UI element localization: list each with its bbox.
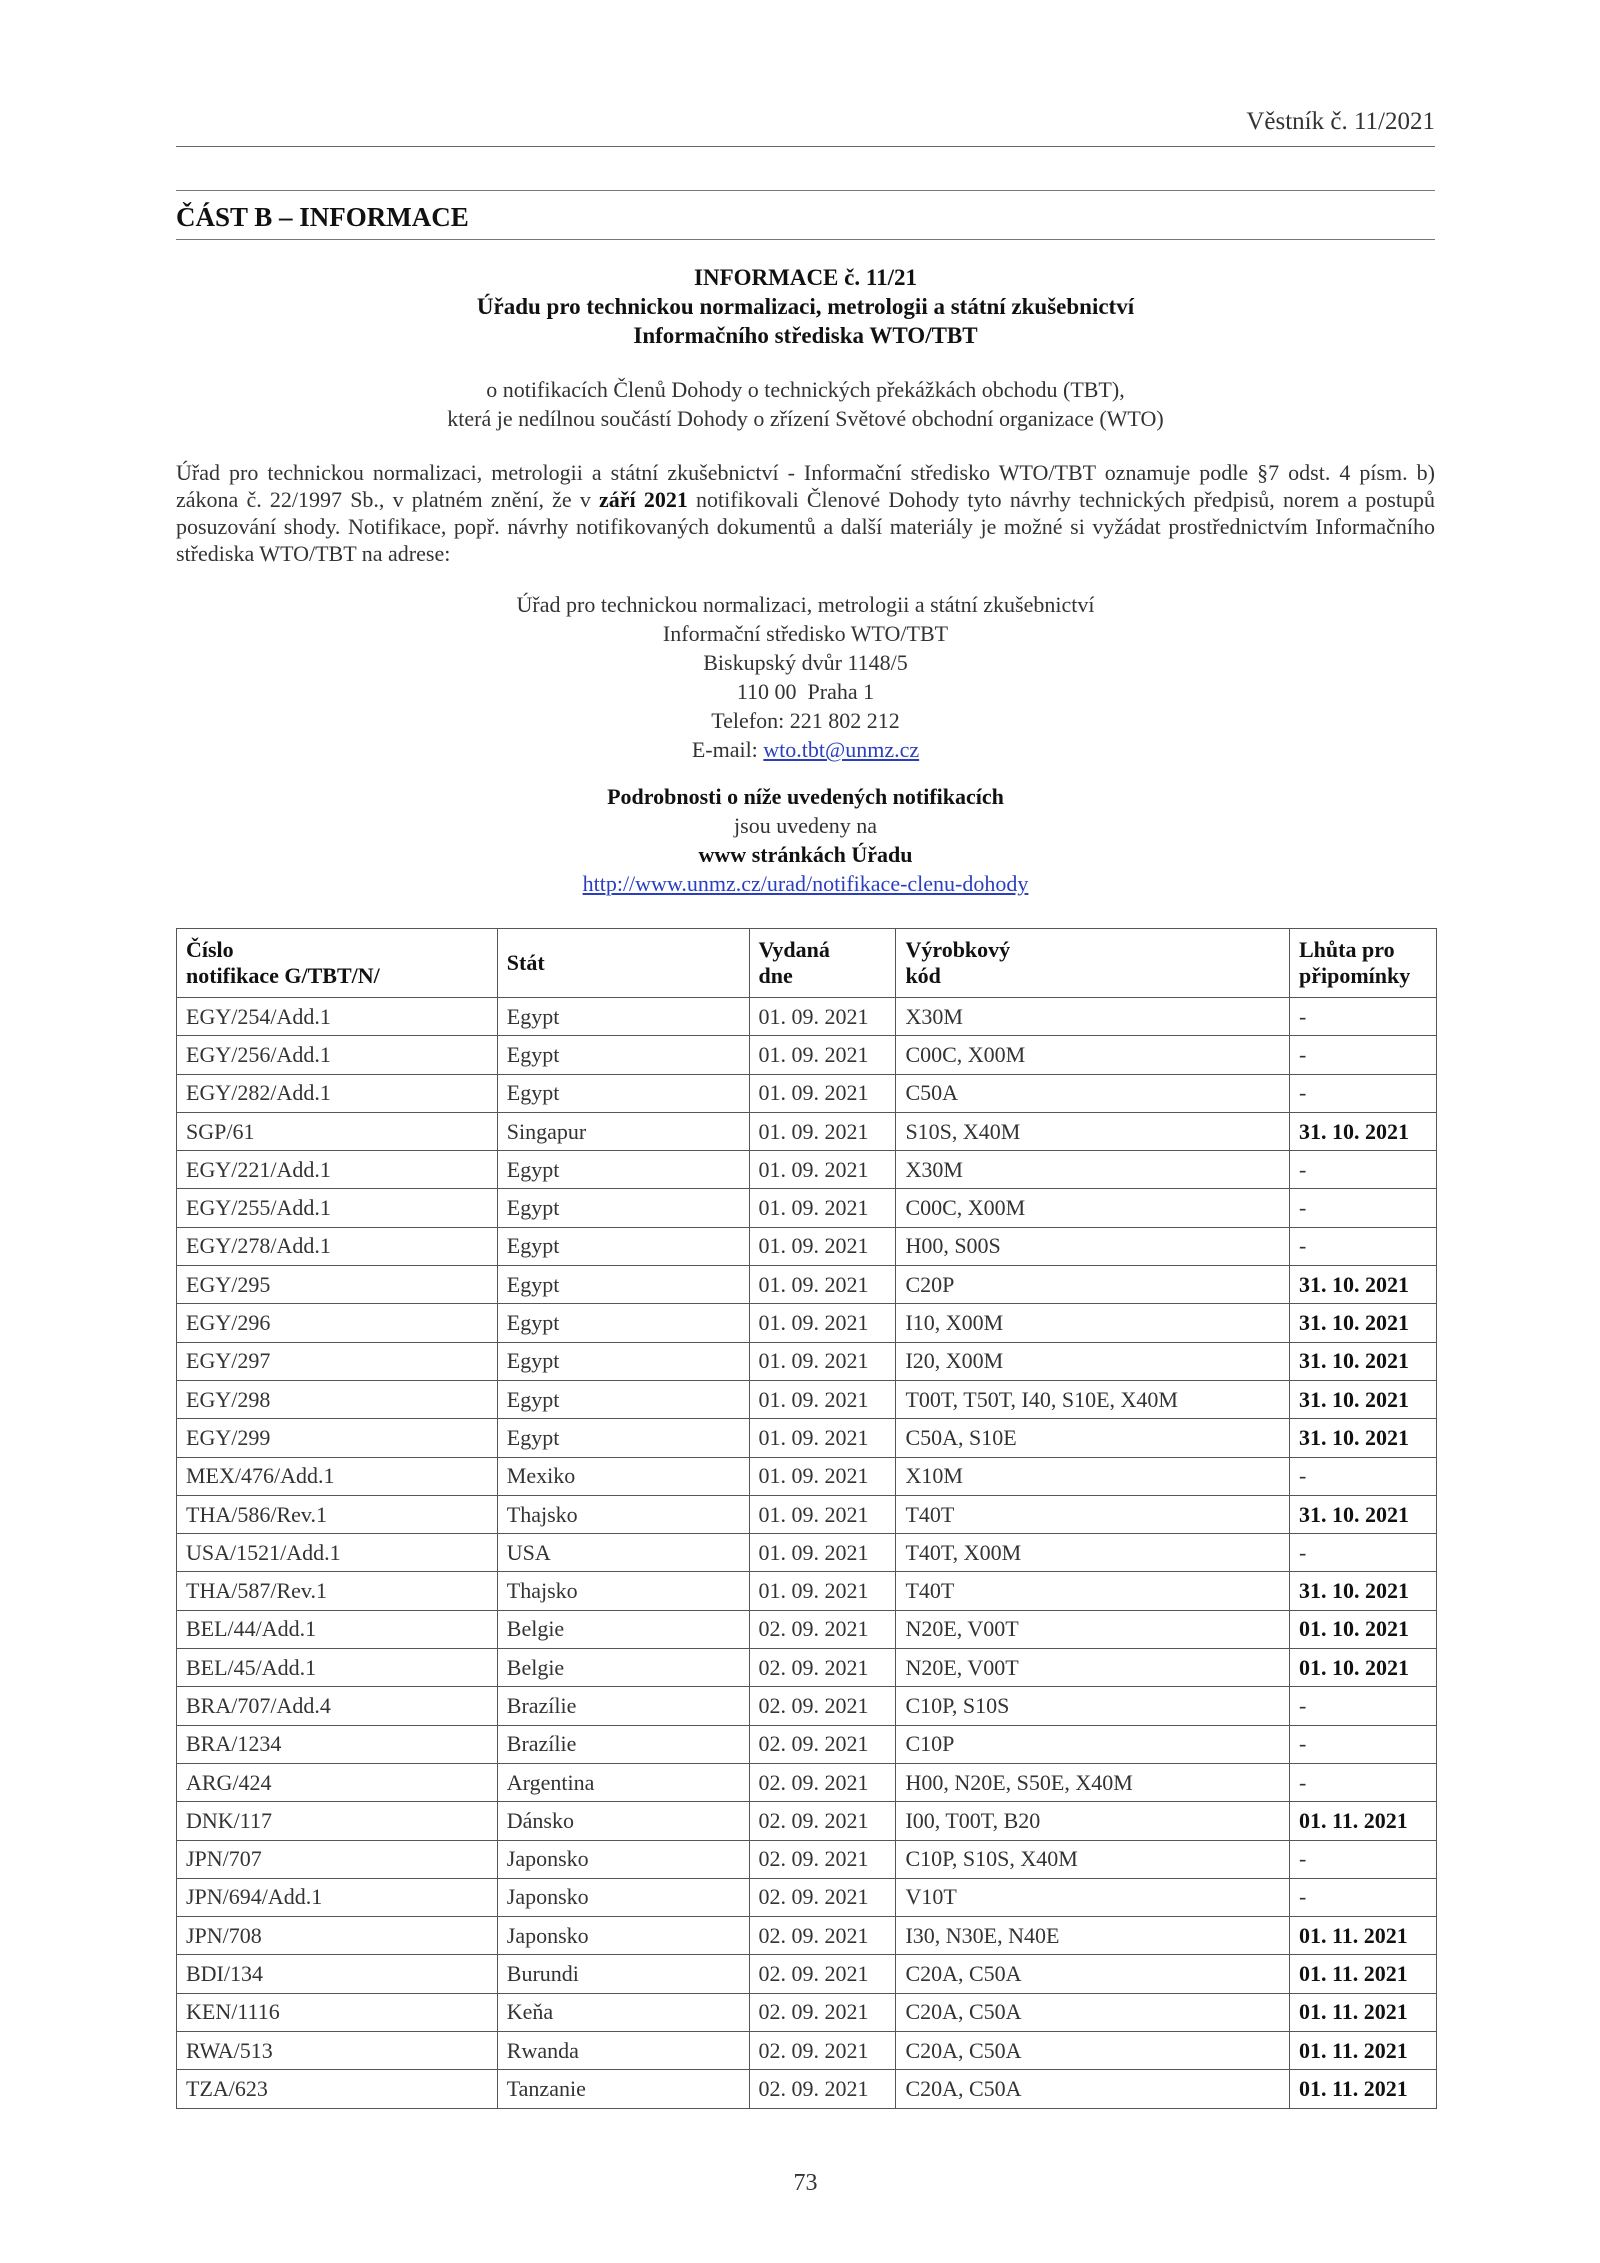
cell-issued: 02. 09. 2021 xyxy=(749,1955,896,1993)
cell-deadline: - xyxy=(1290,1840,1437,1878)
cell-issued: 01. 09. 2021 xyxy=(749,1304,896,1342)
table-row xyxy=(177,1687,1437,1725)
cell-number: EGY/298 xyxy=(177,1380,498,1418)
cell-issued: 02. 09. 2021 xyxy=(749,1993,896,2031)
table-row xyxy=(177,1725,1437,1763)
cell-state: Egypt xyxy=(497,1342,749,1380)
cell-deadline: 01. 11. 2021 xyxy=(1290,1993,1437,2031)
details-line-1: Podrobnosti o níže uvedených notifikacích xyxy=(607,784,1004,809)
cell-deadline: 31. 10. 2021 xyxy=(1290,1495,1437,1533)
cell-deadline: 01. 11. 2021 xyxy=(1290,1917,1437,1955)
document-subheading xyxy=(176,375,1435,433)
email-link[interactable]: wto.tbt@unmz.cz xyxy=(763,737,920,762)
cell-code: I30, N30E, N40E xyxy=(896,1917,1290,1955)
cell-number: TZA/623 xyxy=(177,2070,498,2108)
cell-state: USA xyxy=(497,1534,749,1572)
intro-paragraph xyxy=(176,459,1435,567)
cell-code: T40T, X00M xyxy=(896,1534,1290,1572)
cell-code: X30M xyxy=(896,1151,1290,1189)
cell-number: EGY/282/Add.1 xyxy=(177,1074,498,1112)
cell-state: Singapur xyxy=(497,1112,749,1150)
cell-issued: 01. 09. 2021 xyxy=(749,1342,896,1380)
table-row xyxy=(177,1036,1437,1074)
cell-code: C10P, S10S xyxy=(896,1687,1290,1725)
cell-issued: 01. 09. 2021 xyxy=(749,1189,896,1227)
cell-state: Egypt xyxy=(497,1036,749,1074)
cell-code: I20, X00M xyxy=(896,1342,1290,1380)
address-line-3: Biskupský dvůr 1148/5 xyxy=(703,650,908,675)
cell-code: C10P xyxy=(896,1725,1290,1763)
table-row xyxy=(177,1074,1437,1112)
notifications-url-link[interactable]: http://www.unmz.cz/urad/notifikace-clenu-dohody xyxy=(582,871,1029,896)
cell-issued: 01. 09. 2021 xyxy=(749,1380,896,1418)
cell-issued: 02. 09. 2021 xyxy=(749,1687,896,1725)
header-divider xyxy=(176,146,1435,147)
cell-issued: 01. 09. 2021 xyxy=(749,1036,896,1074)
address-line-4: 110 00 Praha 1 xyxy=(736,679,875,704)
table-body xyxy=(177,998,1437,2109)
table-row xyxy=(177,1227,1437,1265)
table-header-row xyxy=(177,929,1437,998)
cell-deadline: 01. 11. 2021 xyxy=(1290,1955,1437,1993)
cell-code: C20A, C50A xyxy=(896,2070,1290,2108)
cell-issued: 01. 09. 2021 xyxy=(749,998,896,1036)
cell-deadline: - xyxy=(1290,1687,1437,1725)
cell-state: Thajsko xyxy=(497,1572,749,1610)
col-header-deadline: Lhůta pro připomínky xyxy=(1290,929,1437,998)
cell-state: Egypt xyxy=(497,1074,749,1112)
cell-number: USA/1521/Add.1 xyxy=(177,1534,498,1572)
cell-state: Egypt xyxy=(497,998,749,1036)
col-header-issued: Vydaná dne xyxy=(749,929,896,998)
cell-deadline: - xyxy=(1290,1457,1437,1495)
table-row xyxy=(177,1457,1437,1495)
page-number: 73 xyxy=(793,2170,818,2196)
cell-state: Japonsko xyxy=(497,1917,749,1955)
col-header-state: Stát xyxy=(497,929,749,998)
cell-issued: 02. 09. 2021 xyxy=(749,1725,896,1763)
section-divider-bottom xyxy=(176,239,1435,240)
cell-deadline: - xyxy=(1290,1189,1437,1227)
cell-number: THA/587/Rev.1 xyxy=(177,1572,498,1610)
cell-code: V10T xyxy=(896,1878,1290,1916)
table-row xyxy=(177,1380,1437,1418)
cell-number: BRA/707/Add.4 xyxy=(177,1687,498,1725)
table-row xyxy=(177,1993,1437,2031)
cell-state: Mexiko xyxy=(497,1457,749,1495)
cell-issued: 02. 09. 2021 xyxy=(749,1840,896,1878)
document-heading xyxy=(176,263,1435,350)
table-row xyxy=(177,1534,1437,1572)
cell-issued: 02. 09. 2021 xyxy=(749,1649,896,1687)
table-row xyxy=(177,1572,1437,1610)
intro-text-2: notifikovali Členové Dohody tyto návrhy technických předpisů, norem a postupů posuzování shody. Notifikace, popř. návrhy notifikovaných dokumentů a další materiály je možné si vyžádat prostřednictvím Informačního střediska WTO/TBT na adrese: xyxy=(176,487,1435,566)
cell-number: THA/586/Rev.1 xyxy=(177,1495,498,1533)
cell-number: BDI/134 xyxy=(177,1955,498,1993)
cell-state: Egypt xyxy=(497,1189,749,1227)
cell-state: Belgie xyxy=(497,1649,749,1687)
cell-state: Egypt xyxy=(497,1151,749,1189)
cell-issued: 01. 09. 2021 xyxy=(749,1457,896,1495)
cell-number: EGY/299 xyxy=(177,1419,498,1457)
cell-number: EGY/297 xyxy=(177,1342,498,1380)
cell-code: C10P, S10S, X40M xyxy=(896,1840,1290,1878)
cell-code: X10M xyxy=(896,1457,1290,1495)
cell-deadline: 01. 11. 2021 xyxy=(1290,2032,1437,2070)
cell-state: Rwanda xyxy=(497,2032,749,2070)
cell-code: C50A, S10E xyxy=(896,1419,1290,1457)
cell-number: EGY/278/Add.1 xyxy=(177,1227,498,1265)
table-row xyxy=(177,998,1437,1036)
cell-code: H00, S00S xyxy=(896,1227,1290,1265)
heading-line-2: Úřadu pro technickou normalizaci, metrologii a státní zkušebnictví xyxy=(476,294,1135,319)
cell-issued: 01. 09. 2021 xyxy=(749,1074,896,1112)
cell-issued: 02. 09. 2021 xyxy=(749,1917,896,1955)
cell-issued: 01. 09. 2021 xyxy=(749,1419,896,1457)
cell-code: C50A xyxy=(896,1074,1290,1112)
table-row xyxy=(177,1649,1437,1687)
cell-deadline: 31. 10. 2021 xyxy=(1290,1342,1437,1380)
table-row xyxy=(177,1189,1437,1227)
cell-issued: 01. 09. 2021 xyxy=(749,1112,896,1150)
cell-issued: 02. 09. 2021 xyxy=(749,2032,896,2070)
cell-number: KEN/1116 xyxy=(177,1993,498,2031)
cell-issued: 01. 09. 2021 xyxy=(749,1151,896,1189)
cell-state: Egypt xyxy=(497,1380,749,1418)
cell-deadline: 31. 10. 2021 xyxy=(1290,1380,1437,1418)
cell-code: T40T xyxy=(896,1495,1290,1533)
intro-bold-month: září 2021 xyxy=(599,487,688,512)
cell-state: Thajsko xyxy=(497,1495,749,1533)
cell-number: JPN/708 xyxy=(177,1917,498,1955)
cell-issued: 01. 09. 2021 xyxy=(749,1495,896,1533)
cell-number: BEL/45/Add.1 xyxy=(177,1649,498,1687)
cell-deadline: 31. 10. 2021 xyxy=(1290,1572,1437,1610)
cell-code: H00, N20E, S50E, X40M xyxy=(896,1763,1290,1801)
cell-state: Argentina xyxy=(497,1763,749,1801)
subheading-line-2: která je nedílnou součástí Dohody o zřízení Světové obchodní organizace (WTO) xyxy=(447,406,1164,431)
cell-deadline: 01. 11. 2021 xyxy=(1290,2070,1437,2108)
cell-state: Dánsko xyxy=(497,1802,749,1840)
table-row xyxy=(177,1419,1437,1457)
email-line xyxy=(176,735,1435,764)
cell-deadline: - xyxy=(1290,1534,1437,1572)
cell-state: Egypt xyxy=(497,1227,749,1265)
table-row xyxy=(177,1840,1437,1878)
table-row xyxy=(177,1917,1437,1955)
cell-deadline: 01. 11. 2021 xyxy=(1290,1802,1437,1840)
cell-state: Egypt xyxy=(497,1419,749,1457)
table-row xyxy=(177,1878,1437,1916)
cell-state: Tanzanie xyxy=(497,2070,749,2108)
cell-issued: 01. 09. 2021 xyxy=(749,1572,896,1610)
cell-issued: 01. 09. 2021 xyxy=(749,1534,896,1572)
table-row xyxy=(177,1955,1437,1993)
cell-deadline: - xyxy=(1290,1151,1437,1189)
details-line-3: www stránkách Úřadu xyxy=(698,842,913,867)
table-row xyxy=(177,1266,1437,1304)
heading-line-1: INFORMACE č. 11/21 xyxy=(694,265,917,290)
cell-deadline: - xyxy=(1290,1074,1437,1112)
cell-number: ARG/424 xyxy=(177,1763,498,1801)
cell-number: EGY/254/Add.1 xyxy=(177,998,498,1036)
cell-number: BEL/44/Add.1 xyxy=(177,1610,498,1648)
details-block xyxy=(176,782,1435,898)
cell-code: C20A, C50A xyxy=(896,1955,1290,1993)
cell-deadline: - xyxy=(1290,1036,1437,1074)
address-line-1: Úřad pro technickou normalizaci, metrologii a státní zkušebnictví xyxy=(516,592,1095,617)
cell-code: X30M xyxy=(896,998,1290,1036)
cell-code: C20A, C50A xyxy=(896,1993,1290,2031)
cell-code: I10, X00M xyxy=(896,1304,1290,1342)
cell-code: S10S, X40M xyxy=(896,1112,1290,1150)
cell-state: Belgie xyxy=(497,1610,749,1648)
cell-number: EGY/296 xyxy=(177,1304,498,1342)
col-header-number: Číslo notifikace G/TBT/N/ xyxy=(177,929,498,998)
cell-number: EGY/256/Add.1 xyxy=(177,1036,498,1074)
cell-deadline: 31. 10. 2021 xyxy=(1290,1419,1437,1457)
table-row xyxy=(177,1304,1437,1342)
cell-issued: 02. 09. 2021 xyxy=(749,1878,896,1916)
section-title: ČÁST B – INFORMACE xyxy=(176,202,469,232)
cell-code: T00T, T50T, I40, S10E, X40M xyxy=(896,1380,1290,1418)
table-row xyxy=(177,1802,1437,1840)
section-divider-top xyxy=(176,190,1435,191)
table-row xyxy=(177,2032,1437,2070)
issue-header: Věstník č. 11/2021 xyxy=(1246,108,1435,135)
heading-line-3: Informačního střediska WTO/TBT xyxy=(633,323,978,348)
table-row xyxy=(177,1495,1437,1533)
cell-issued: 01. 09. 2021 xyxy=(749,1227,896,1265)
table-row xyxy=(177,1342,1437,1380)
cell-code: C00C, X00M xyxy=(896,1036,1290,1074)
cell-deadline: 01. 10. 2021 xyxy=(1290,1649,1437,1687)
cell-deadline: - xyxy=(1290,1763,1437,1801)
cell-state: Japonsko xyxy=(497,1878,749,1916)
cell-deadline: 31. 10. 2021 xyxy=(1290,1112,1437,1150)
cell-deadline: - xyxy=(1290,1878,1437,1916)
cell-number: SGP/61 xyxy=(177,1112,498,1150)
intro-text-1: Úřad pro technickou normalizaci, metrologii a státní zkušebnictví - Informační středisko WTO/TBT oznamuje podle §7 odst. 4 písm. b) zákona č. 22/1997 Sb., v platném znění, že v xyxy=(176,460,1435,512)
cell-issued: 02. 09. 2021 xyxy=(749,2070,896,2108)
table-row xyxy=(177,1151,1437,1189)
cell-code: C20P xyxy=(896,1266,1290,1304)
cell-number: EGY/255/Add.1 xyxy=(177,1189,498,1227)
cell-code: I00, T00T, B20 xyxy=(896,1802,1290,1840)
cell-code: C20A, C50A xyxy=(896,2032,1290,2070)
cell-code: N20E, V00T xyxy=(896,1649,1290,1687)
cell-code: T40T xyxy=(896,1572,1290,1610)
table-row xyxy=(177,2070,1437,2108)
cell-issued: 01. 09. 2021 xyxy=(749,1266,896,1304)
table-row xyxy=(177,1112,1437,1150)
cell-number: RWA/513 xyxy=(177,2032,498,2070)
cell-state: Burundi xyxy=(497,1955,749,1993)
cell-deadline: 31. 10. 2021 xyxy=(1290,1266,1437,1304)
cell-code: N20E, V00T xyxy=(896,1610,1290,1648)
cell-state: Egypt xyxy=(497,1304,749,1342)
cell-issued: 02. 09. 2021 xyxy=(749,1610,896,1648)
cell-number: BRA/1234 xyxy=(177,1725,498,1763)
cell-state: Egypt xyxy=(497,1266,749,1304)
cell-number: MEX/476/Add.1 xyxy=(177,1457,498,1495)
cell-issued: 02. 09. 2021 xyxy=(749,1802,896,1840)
cell-deadline: - xyxy=(1290,998,1437,1036)
cell-number: JPN/707 xyxy=(177,1840,498,1878)
cell-state: Japonsko xyxy=(497,1840,749,1878)
cell-number: JPN/694/Add.1 xyxy=(177,1878,498,1916)
address-line-2: Informační středisko WTO/TBT xyxy=(662,621,949,646)
email-label: E-mail: xyxy=(691,737,764,762)
table-row xyxy=(177,1763,1437,1801)
notifications-table xyxy=(176,928,1437,2109)
cell-deadline: 31. 10. 2021 xyxy=(1290,1304,1437,1342)
table-row xyxy=(177,1610,1437,1648)
details-line-2: jsou uvedeny na xyxy=(734,813,877,838)
cell-state: Brazílie xyxy=(497,1725,749,1763)
cell-deadline: 01. 10. 2021 xyxy=(1290,1610,1437,1648)
cell-number: EGY/295 xyxy=(177,1266,498,1304)
cell-deadline: - xyxy=(1290,1725,1437,1763)
cell-state: Keňa xyxy=(497,1993,749,2031)
cell-code: C00C, X00M xyxy=(896,1189,1290,1227)
cell-number: DNK/117 xyxy=(177,1802,498,1840)
phone: Telefon: 221 802 212 xyxy=(711,708,900,733)
col-header-code: Výrobkový kód xyxy=(896,929,1290,998)
cell-issued: 02. 09. 2021 xyxy=(749,1763,896,1801)
address-block xyxy=(176,590,1435,764)
cell-state: Brazílie xyxy=(497,1687,749,1725)
cell-number: EGY/221/Add.1 xyxy=(177,1151,498,1189)
subheading-line-1: o notifikacích Členů Dohody o technických překážkách obchodu (TBT), xyxy=(486,377,1125,402)
cell-deadline: - xyxy=(1290,1227,1437,1265)
